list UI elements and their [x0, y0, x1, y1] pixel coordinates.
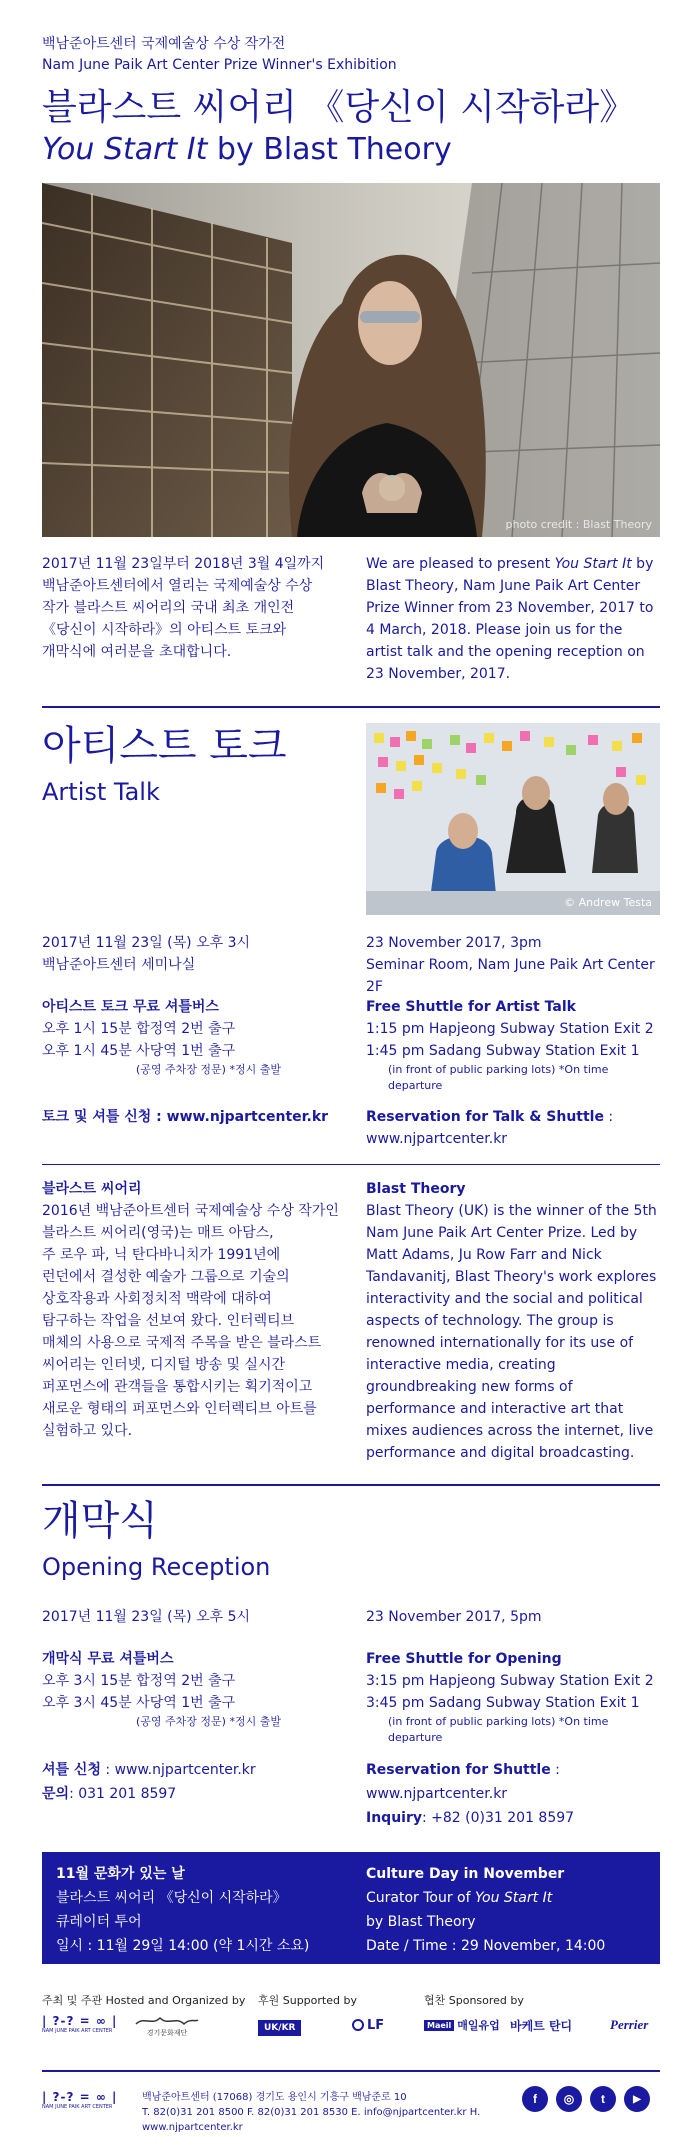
- lf-logo-text: LF: [367, 2017, 385, 2033]
- supported-label: 후원 Supported by: [258, 1994, 357, 2007]
- artist-talk-title-kr: 아티스트 토크: [42, 723, 287, 769]
- artist-talk-place-kr: 백남준아트센터 세미나실: [42, 957, 196, 973]
- artist-talk-when-en: [366, 932, 660, 998]
- about-title-kr: 블라스트 씨어리: [42, 1181, 142, 1197]
- hero-photo-credit: photo credit : Blast Theory: [505, 518, 652, 531]
- about-kr-line: 런던에서 결성한 예술가 그룹으로 기술의: [42, 1269, 290, 1285]
- culture-day-exhibition-kr: 블라스트 씨어리 《당신이 시작하라》: [56, 1890, 287, 1906]
- about-body-en: Blast Theory (UK) is the winner of the 5th Nam June Paik Art Center Prize. Led by Matt Adams, Ju Row Farr and Nick Tandavanitj, Blast Theory's work explores interactivity and the social and political aspects of technology. The group is renowned internationally for its use of interactive media, creating groundbreaking new forms of performance and interactive art that mixes audiences across the internet, live performance and digital broadcasting.: [366, 1203, 657, 1461]
- culture-day-tour-italic: You Start It: [475, 1890, 553, 1906]
- intro-kr-line: 백남준아트센터에서 열리는 국제예술상 수상: [42, 578, 313, 594]
- divider: [42, 706, 660, 708]
- artist-talk-photo-art: [366, 723, 660, 915]
- opening-reserve-kr: [42, 1758, 342, 1806]
- njp-logo: [42, 2014, 117, 2044]
- intro-kr-line: 2017년 11월 23일부터 2018년 3월 4일까지: [42, 556, 325, 572]
- instagram-icon[interactable]: ◎: [556, 2086, 582, 2112]
- hero-photo: [42, 183, 660, 537]
- opening-reserve-en: [366, 1758, 660, 1830]
- artist-talk-shuttle-en: [366, 996, 660, 1094]
- divider: [42, 1484, 660, 1486]
- exhibition-subtitle-en: Nam June Paik Art Center Prize Winner's Exhibition: [42, 57, 397, 73]
- opening-shuttle-title-kr: 개막식 무료 셔틀버스: [42, 1651, 174, 1667]
- opening-shuttle-2-en: 3:45 pm Sadang Subway Station Exit 1: [366, 1695, 640, 1711]
- artist-talk-date-kr: 2017년 11월 23일 (목) 오후 3시: [42, 935, 251, 951]
- opening-shuttle-en: [366, 1648, 660, 1746]
- about-kr-line: 주 로우 파, 닉 탄다바니치가 1991년에: [42, 1247, 281, 1263]
- artist-talk-title-en: Artist Talk: [42, 778, 160, 806]
- about-kr-line: 상호작용과 사회정치적 맥락에 대하여: [42, 1291, 272, 1307]
- bakery-logo-text: 바케트 탄디: [510, 2018, 573, 2033]
- twitter-icon[interactable]: t: [590, 2086, 616, 2112]
- artist-talk-place-en: Seminar Room, Nam June Paik Art Center 2F: [366, 957, 655, 995]
- artist-talk-shuttle-kr: [42, 996, 342, 1078]
- intro-kr-line: 작가 블라스트 씨어리의 국내 최초 개인전: [42, 600, 295, 616]
- facebook-icon[interactable]: f: [522, 2086, 548, 2112]
- culture-day-title-kr: 11월 문화가 있는 날: [56, 1866, 185, 1882]
- artist-talk-shuttle-1-en: 1:15 pm Hapjeong Subway Station Exit 2: [366, 1021, 654, 1037]
- opening-title-kr: 개막식: [42, 1498, 158, 1544]
- intro-kr-line: 개막식에 여러분을 초대합니다.: [42, 644, 232, 660]
- artist-talk-shuttle-2-kr: 오후 1시 45분 사당역 1번 출구: [42, 1043, 236, 1059]
- youtube-icon[interactable]: ▶: [624, 2086, 650, 2112]
- title-en-italic: You Start It: [42, 132, 208, 167]
- sponsored-label: 협찬 Sponsored by: [424, 1994, 524, 2007]
- exhibition-subtitle-kr: 백남준아트센터 국제예술상 수상 작가전: [42, 36, 286, 52]
- opening-date-en: 23 November 2017, 5pm: [366, 1609, 542, 1625]
- artist-talk-reserve-label-en: Reservation for Talk & Shuttle: [366, 1109, 604, 1125]
- opening-reserve-link-en[interactable]: : www.njpartcenter.kr: [366, 1762, 560, 1802]
- about-kr-line: 블라스트 씨어리(영국)는 매트 아담스,: [42, 1225, 274, 1241]
- artist-talk-shuttle-2-en: 1:45 pm Sadang Subway Station Exit 1: [366, 1043, 640, 1059]
- artist-talk-date-en: 23 November 2017, 3pm: [366, 935, 542, 951]
- artist-talk-when-kr: [42, 932, 342, 976]
- artist-talk-photo-credit: © Andrew Testa: [564, 896, 652, 909]
- culture-day-time-kr: 일시 : 11월 29일 14:00 (약 1시간 소요): [56, 1938, 310, 1954]
- opening-inquiry-value-kr: : 031 201 8597: [69, 1786, 177, 1802]
- opening-shuttle-note-en: (in front of public parking lots) *On time departure: [388, 1715, 609, 1744]
- opening-reserve-label-en: Reservation for Shuttle: [366, 1762, 551, 1778]
- opening-title-en: Opening Reception: [42, 1553, 271, 1581]
- opening-reserve-label-kr: 셔틀 신청: [42, 1762, 101, 1778]
- lf-logo-ring-icon: [352, 2019, 364, 2031]
- opening-shuttle-title-en: Free Shuttle for Opening: [366, 1651, 562, 1667]
- maeil-logo-badge-icon: Maeil: [424, 2020, 454, 2031]
- culture-day-en: [366, 1862, 656, 1958]
- intro-en: [366, 553, 660, 685]
- artist-talk-shuttle-note-en: (in front of public parking lots) *On time departure: [388, 1063, 609, 1092]
- artist-talk-photo: [366, 723, 660, 915]
- perrier-logo: [610, 2014, 648, 2036]
- intro-en-part2: by Blast Theory, Nam June Paik Art Center Prize Winner from 23 November, 2017 to 4 March, 2018. Please join us for the artist talk and the opening reception on 23 November, 2017.: [366, 556, 654, 682]
- njp-logo-sub: NAM JUNE PAIK ART CENTER: [42, 2028, 113, 2034]
- opening-date-kr: 2017년 11월 23일 (목) 오후 5시: [42, 1609, 251, 1625]
- artist-talk-shuttle-note-kr: (공영 주차장 정문) *정시 출발: [136, 1063, 281, 1076]
- intro-en-italic: You Start It: [554, 556, 632, 572]
- opening-shuttle-1-kr: 오후 3시 15분 합정역 2번 출구: [42, 1673, 236, 1689]
- hosted-label: 주최 및 주관 Hosted and Organized by: [42, 1994, 246, 2007]
- opening-shuttle-note-kr: (공영 주차장 정문) *정시 출발: [136, 1715, 281, 1728]
- opening-shuttle-kr: [42, 1648, 342, 1730]
- artist-talk-shuttle-title-kr: 아티스트 토크 무료 셔틀버스: [42, 999, 219, 1015]
- opening-reserve-link-kr[interactable]: : www.njpartcenter.kr: [100, 1762, 256, 1778]
- artist-talk-shuttle-1-kr: 오후 1시 15분 합정역 2번 출구: [42, 1021, 236, 1037]
- gyeonggi-logo-text: 경기문화재단: [146, 2029, 188, 2037]
- divider: [42, 1164, 660, 1165]
- uk-kr-logo-text: UK/KR: [264, 2023, 296, 2033]
- about-en: [366, 1178, 660, 1464]
- exhibition-title-en: [42, 132, 660, 168]
- exhibition-title-kr: 블라스트 씨어리 《당신이 시작하라》: [42, 87, 636, 128]
- artist-talk-reserve-en: [366, 1106, 660, 1150]
- culture-day-tour-en: Curator Tour of: [366, 1890, 476, 1906]
- about-kr: [42, 1178, 342, 1442]
- footer-address: 백남준아트센터 (17068) 경기도 용인시 기흥구 백남준로 10: [142, 2092, 407, 2103]
- culture-day-box: [42, 1852, 660, 1964]
- artist-talk-reserve-link-en[interactable]: www.njpartcenter.kr: [366, 1131, 508, 1147]
- culture-day-tour-kr: 큐레이터 투어: [56, 1914, 142, 1930]
- intro-en-part1: We are pleased to present: [366, 556, 555, 572]
- maeil-logo-text: 매일유업: [457, 2019, 500, 2032]
- artist-talk-shuttle-title-en: Free Shuttle for Artist Talk: [366, 999, 576, 1015]
- opening-shuttle-1-en: 3:15 pm Hapjeong Subway Station Exit 2: [366, 1673, 654, 1689]
- artist-talk-reserve-kr: [42, 1106, 342, 1128]
- hero-photo-art: [42, 183, 660, 537]
- gyeonggi-logo-mark: [134, 2014, 200, 2028]
- about-title-en: Blast Theory: [366, 1181, 466, 1197]
- artist-talk-reserve-link-kr[interactable]: : www.njpartcenter.kr: [156, 1109, 329, 1125]
- title-en-rest: by Blast Theory: [207, 132, 452, 167]
- culture-day-time-en: Date / Time : 29 November, 14:00: [366, 1938, 606, 1954]
- uk-kr-logo: [258, 2020, 301, 2036]
- about-kr-line: 퍼포먼스에 관객들을 통합시키는 획기적이고: [42, 1379, 313, 1395]
- intro-kr: [42, 553, 342, 663]
- lf-logo: [352, 2014, 384, 2036]
- footer-logo-mark: | ?-? = ∞ |: [42, 2090, 118, 2104]
- culture-day-artist-en: by Blast Theory: [366, 1914, 476, 1930]
- footer-contact: [142, 2090, 542, 2135]
- divider: [42, 2070, 660, 2072]
- about-kr-line: 실험하고 있다.: [42, 1423, 133, 1439]
- footer-contact-line[interactable]: T. 82(0)31 201 8500 F. 82(0)31 201 8530 E. info@njpartcenter.kr H. www.njpartcenter.kr: [142, 2107, 481, 2133]
- about-kr-line: 씨어리는 인터넷, 디지털 방송 및 실시간: [42, 1357, 286, 1373]
- gyeonggi-logo: [134, 2014, 200, 2044]
- about-kr-line: 탐구하는 작업을 선보여 왔다. 인터렉티브: [42, 1313, 295, 1329]
- opening-shuttle-2-kr: 오후 3시 45분 사당역 1번 출구: [42, 1695, 236, 1711]
- bakery-logo: [510, 2014, 572, 2036]
- maeil-logo: [424, 2014, 500, 2036]
- njp-logo-mark: | ?-? = ∞ |: [42, 2014, 118, 2028]
- footer-logo: [42, 2090, 117, 2110]
- perrier-logo-text: Perrier: [610, 2017, 649, 2032]
- culture-day-kr: [56, 1862, 346, 1958]
- about-kr-line: 새로운 형태의 퍼포먼스와 인터렉티브 아트를: [42, 1401, 317, 1417]
- footer-logo-sub: NAM JUNE PAIK ART CENTER: [42, 2104, 113, 2110]
- intro-kr-line: 《당신이 시작하라》의 아티스트 토크와: [42, 622, 287, 638]
- opening-inquiry-label-kr: 문의: [42, 1786, 70, 1802]
- about-kr-line: 2016년 백남준아트센터 국제예술상 수상 작가인: [42, 1203, 339, 1219]
- about-kr-line: 매체의 사용으로 국제적 주목을 받은 블라스트: [42, 1335, 322, 1351]
- culture-day-title-en: Culture Day in November: [366, 1866, 565, 1882]
- artist-talk-reserve-label-kr: 토크 및 셔틀 신청: [42, 1109, 157, 1125]
- opening-inquiry-value-en: : +82 (0)31 201 8597: [422, 1810, 575, 1826]
- opening-inquiry-label-en: Inquiry: [366, 1810, 422, 1826]
- artist-talk-reserve-colon-en: :: [603, 1109, 614, 1125]
